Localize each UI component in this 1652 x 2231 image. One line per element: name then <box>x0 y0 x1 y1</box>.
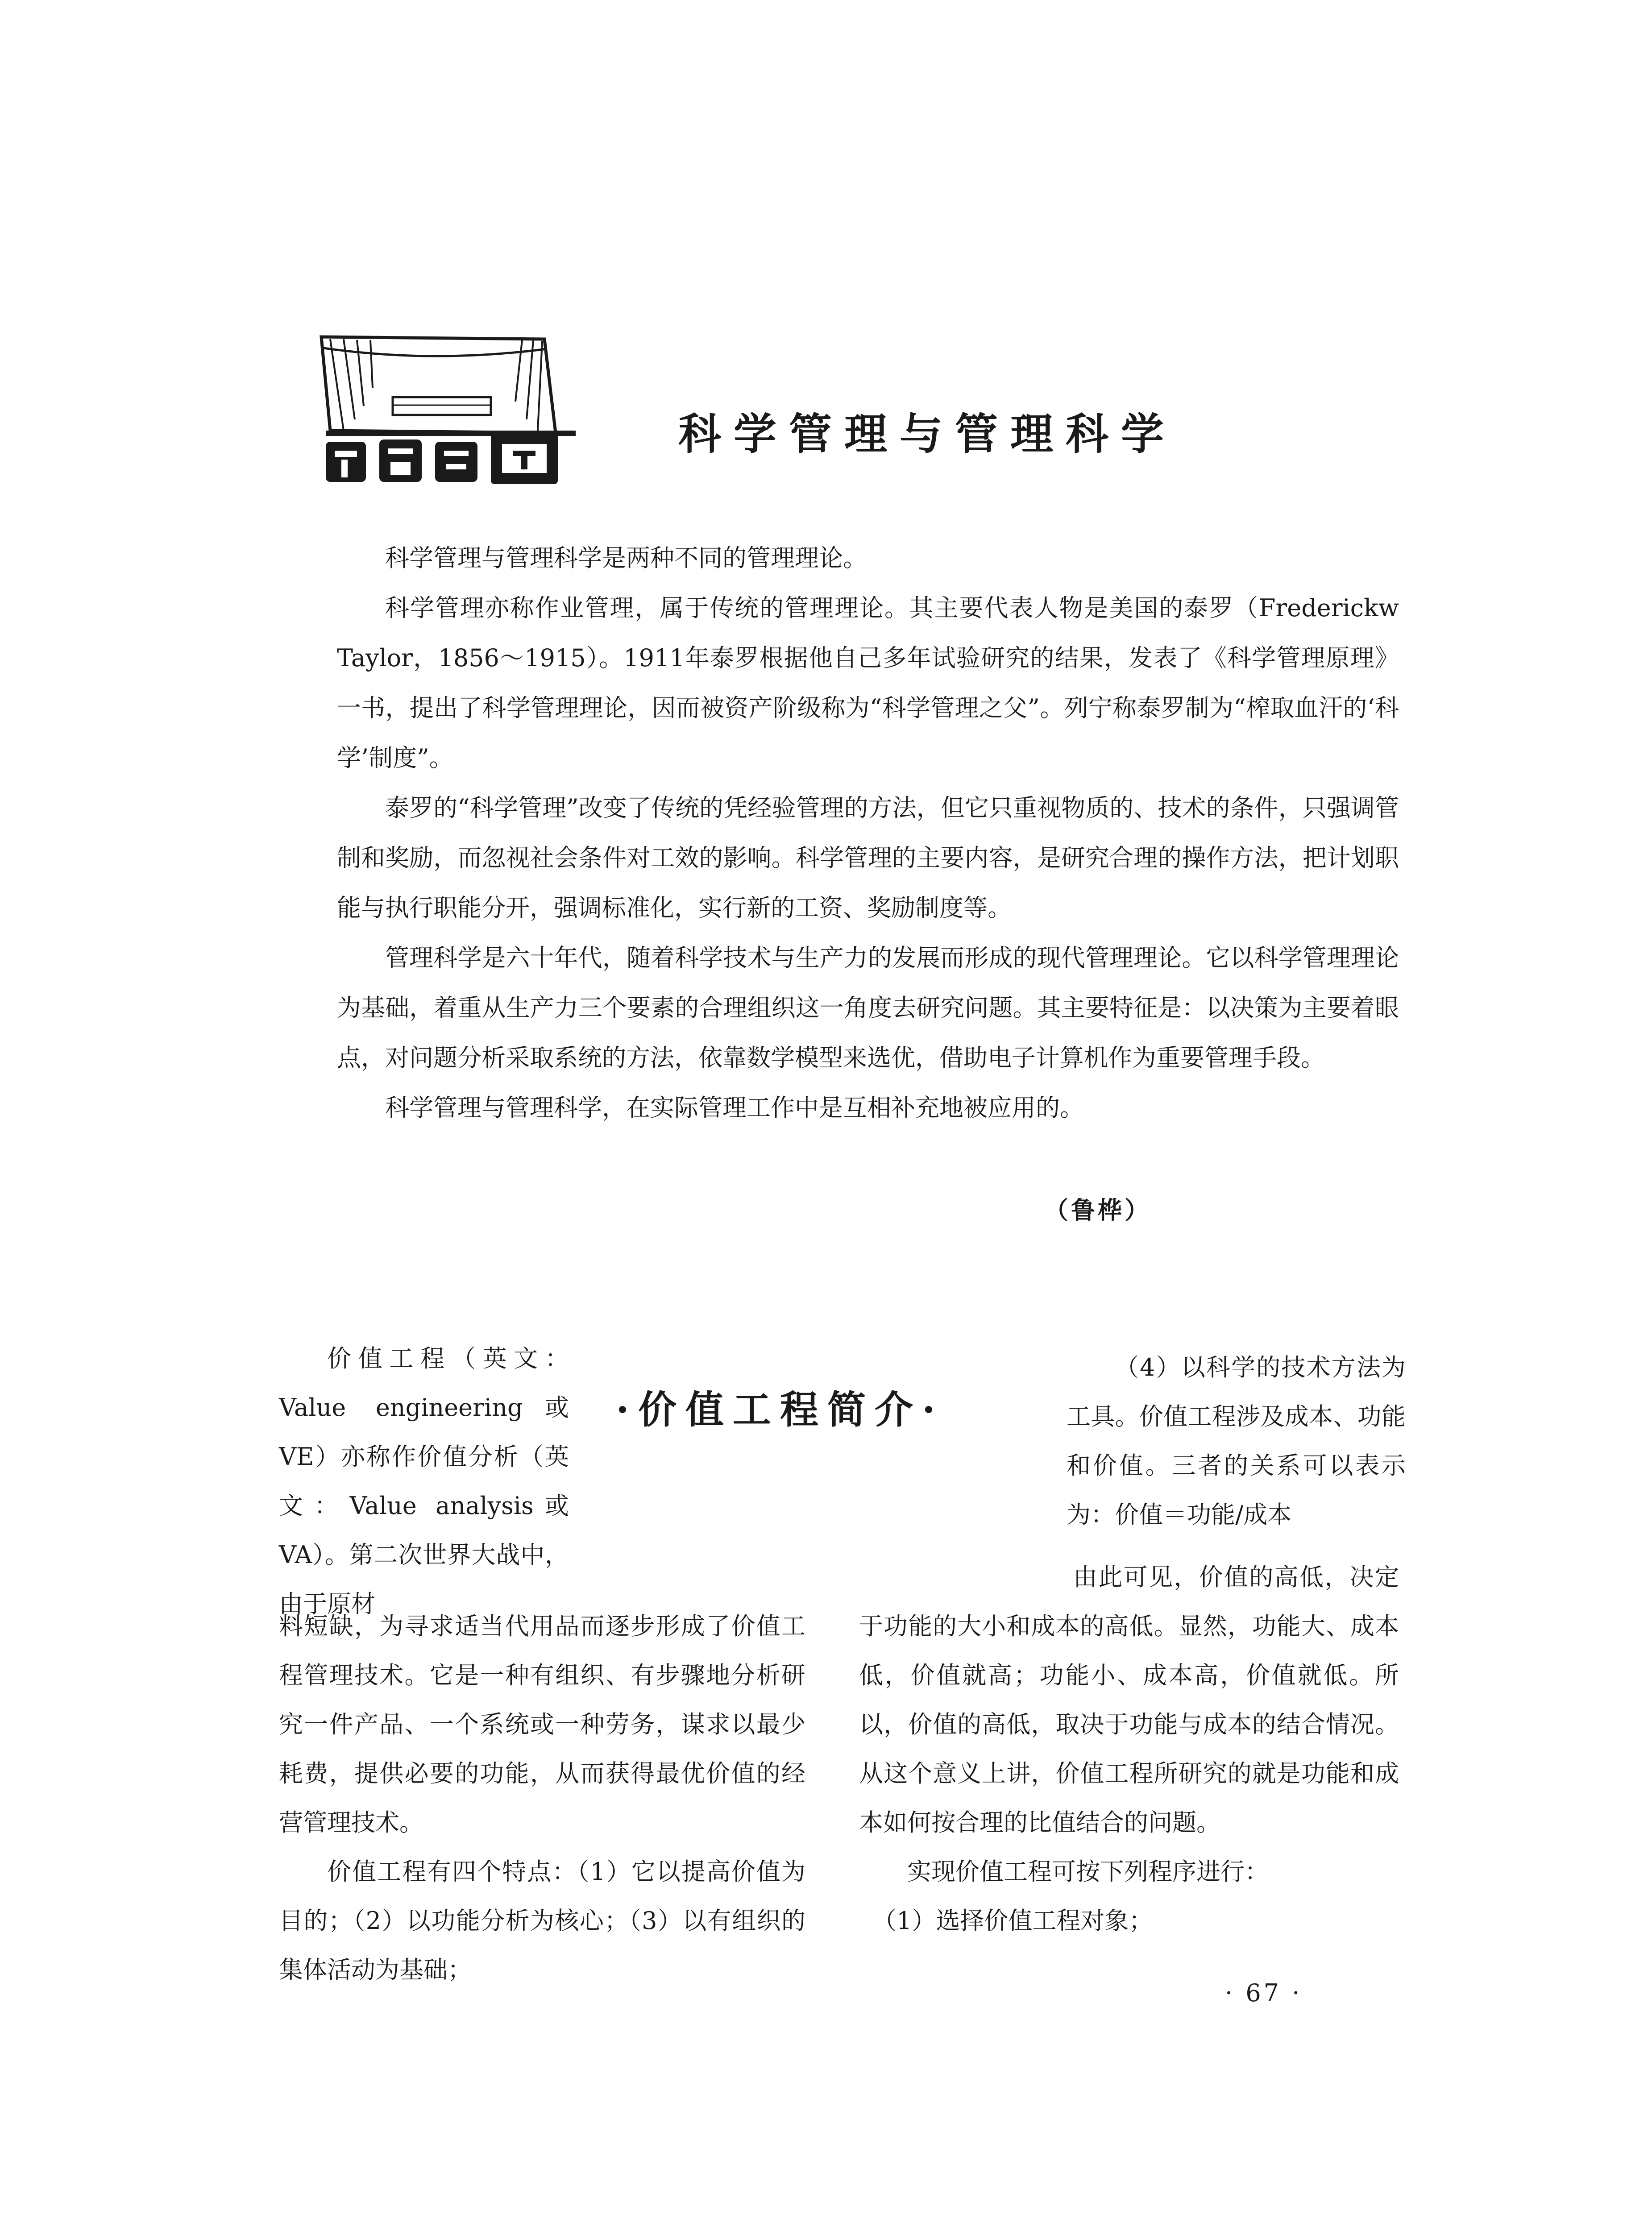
paragraph: 实现价值工程可按下列程序进行： <box>907 1858 1269 1886</box>
paragraph: 科学管理与管理科学，在实际管理工作中是互相补充地被应用的。 <box>385 1094 1084 1122</box>
paragraph: （4）以科学的技术方法为工具。价值工程涉及成本、功能和价值。三者的关系可以表示为：价值＝功能/成本 <box>1067 1353 1406 1529</box>
article-2-left-column <box>279 1602 805 1995</box>
article-title-2: ·价值工程简介· <box>616 1387 944 1432</box>
article-title: 科学管理与管理科学 <box>678 409 1176 459</box>
paragraph: 价值工程（英文：Value engineering或VE）亦称作价值分析（英文：Value analysis或VA）。第二次世界大战中，由于原材 <box>279 1344 569 1618</box>
paragraph: 料短缺，为寻求适当代用品而逐步形成了价值工程管理技术。它是一种有组织、有步骤地分析研究一件产品、一个系统或一种劳务，谋求以最少耗费，提供必要的功能，从而获得最优价值的经营管理技术。 <box>279 1612 805 1837</box>
paragraph: （1）选择价值工程对象； <box>872 1907 1153 1935</box>
article-2-right-column <box>859 1553 1399 1945</box>
window-curtain-logo <box>312 330 585 491</box>
page-number: · 67 · <box>1225 1979 1303 2007</box>
author-credit: （鲁桦） <box>1044 1196 1151 1224</box>
paragraph: 价值工程有四个特点：（1）它以提高价值为目的；（2）以功能分析为核心；（3）以有组织的集体活动为基础； <box>279 1858 805 1984</box>
paragraph: 管理科学是六十年代，随着科学技术与生产力的发展而形成的现代管理理论。它以科学管理理论为基础，着重从生产力三个要素的合理组织这一角度去研究问题。其主要特征是：以决策为主要着眼点，对问题分析采取系统的方法，依靠数学模型来选优，借助电子计算机作为重要管理手段。 <box>337 944 1399 1072</box>
paragraph: 泰罗的“科学管理”改变了传统的凭经验管理的方法，但它只重视物质的、技术的条件，只强调管制和奖励，而忽视社会条件对工效的影响。科学管理的主要内容，是研究合理的操作方法，把计划职能与执行职能分开，强调标准化，实行新的工资、奖励制度等。 <box>337 794 1399 922</box>
paragraph: 由此可见，价值的高低，决定于功能的大小和成本的高低。显然，功能大、成本低，价值就高；功能小、成本高，价值就低。所以，价值的高低，取决于功能与成本的结合情况。从这个意义上讲，价值工程所研究的就是功能和成本如何按合理的比值结合的问题。 <box>859 1563 1399 1837</box>
article-2-intro <box>279 1334 569 1629</box>
paragraph: 科学管理亦称作业管理，属于传统的管理理论。其主要代表人物是美国的泰罗（Frederickw Taylor，1856～1915）。1911年泰罗根据他自己多年试验研究的结果，发表了《科学管理原理》一书，提出了科学管理理论，因而被资产阶级称为“科学管理之父”。列宁称泰罗制为“榨取血汗的‘科学’制度”。 <box>337 594 1399 772</box>
paragraph: 科学管理与管理科学是两种不同的管理理论。 <box>385 544 867 572</box>
article-body <box>337 533 1399 1133</box>
article-2-right-top <box>1067 1343 1406 1539</box>
